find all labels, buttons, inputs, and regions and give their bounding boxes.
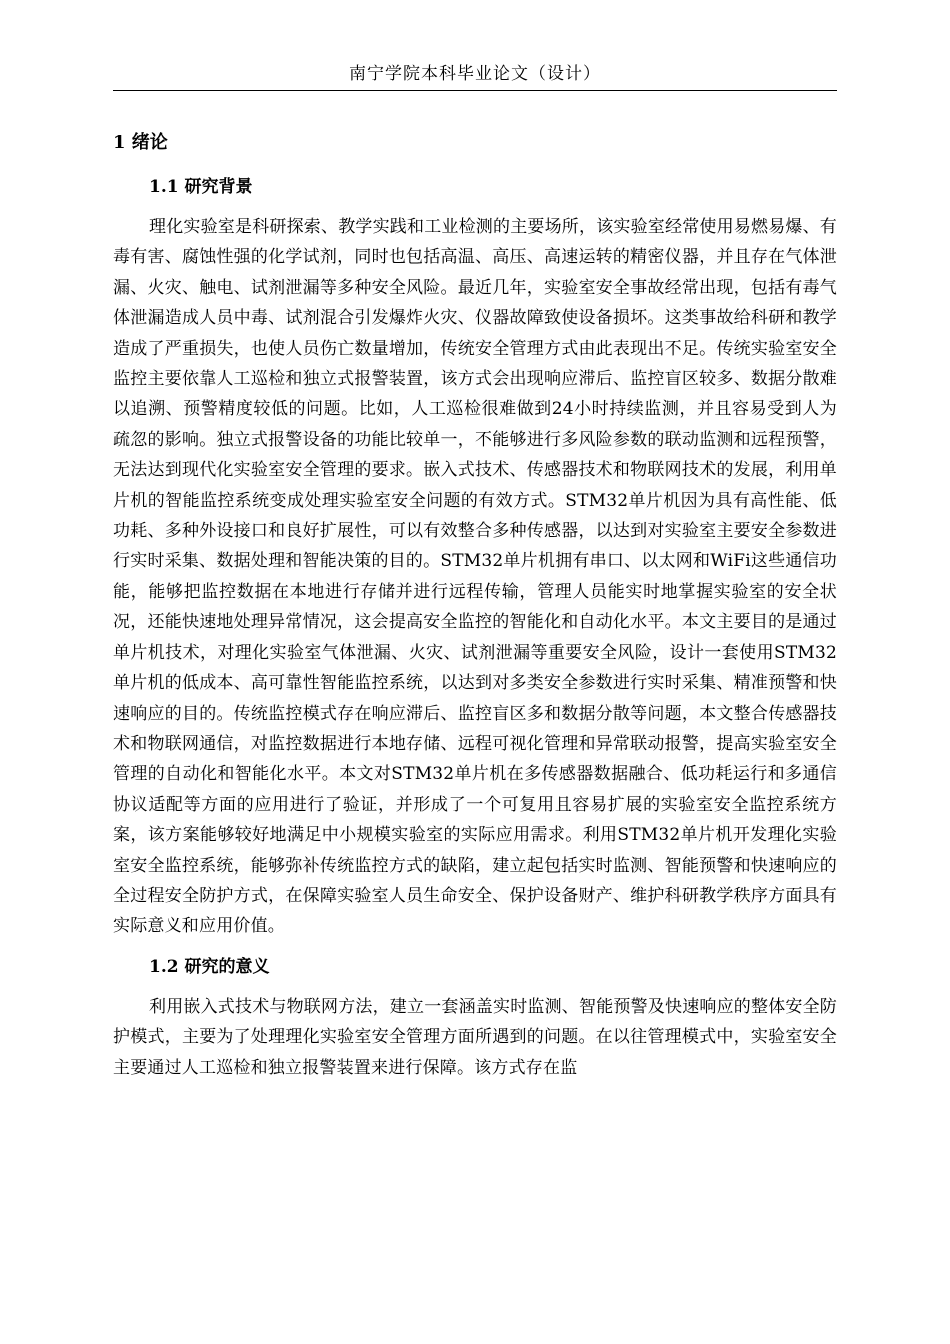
paragraph-background: 理化实验室是科研探索、教学实践和工业检测的主要场所，该实验室经常使用易燃易爆、有毒有害、腐蚀性强的化学试剂，同时也包括高温、高压、高速运转的精密仪器，并且存在气体泄漏、火灾、触电、试剂泄漏等多种安全风险。最近几年，实验室安全事故经常出现，包括有毒气体泄漏造成人员中毒、试剂混合引发爆炸火灾、仪器故障致使设备损坏。这类事故给科研和教学造成了严重损失，也使人员伤亡数量增加，传统安全管理方式由此表现出不足。传统实验室安全监控主要依靠人工巡检和独立式报警装置，该方式会出现响应滞后、监控盲区较多、数据分散难以追溯、预警精度较低的问题。比如，人工巡检很难做到24小时持续监测，并且容易受到人为疏忽的影响。独立式报警设备的功能比较单一，不能够进行多风险参数的联动监测和远程预警，无法达到现代化实验室安全管理的要求。嵌入式技术、传感器技术和物联网技术的发展，利用单片机的智能监控系统变成处理实验室安全问题的有效方式。STM32单片机因为具有高性能、低功耗、多种外设接口和良好扩展性，可以有效整合多种传感器，以达到对实验室主要安全参数进行实时采集、数据处理和智能决策的目的。STM32单片机拥有串口、以太网和WiFi这些通信功能，能够把监控数据在本地进行存储并进行远程传输，管理人员能实时地掌握实验室的安全状况，还能快速地处理异常情况，这会提高安全监控的智能化和自动化水平。本文主要目的是通过单片机技术，对理化实验室气体泄漏、火灾、试剂泄漏等重要安全风险，设计一套使用STM32单片机的低成本、高可靠性智能监控系统，以达到对多类安全参数进行实时采集、精准预警和快速响应的目的。传统监控模式存在响应滞后、监控盲区多和数据分散等问题，本文整合传感器技术和物联网通信，对监控数据进行本地存储、远程可视化管理和异常联动报警，提高实验室安全管理的自动化和智能化水平。本文对STM32单片机在多传感器数据融合、低功耗运行和多通信协议适配等方面的应用进行了验证，并形成了一个可复用且容易扩展的实验室安全监控系统方案，该方案能够较好地满足中小规模实验室的实际应用需求。利用STM32单片机开发理化实验室安全监控系统，能够弥补传统监控方式的缺陷，建立起包括实时监测、智能预警和快速响应的全过程安全防护方式，在保障实验室人员生命安全、保护设备财产、维护科研教学秩序方面具有实际意义和应用价值。: [113, 217, 837, 937]
paragraph-significance: 利用嵌入式技术与物联网方法，建立一套涵盖实时监测、智能预警及快速响应的整体安全防护模式，主要为了处理理化实验室安全管理方面所遇到的问题。在以往管理模式中，实验室安全主要通过人工巡检和独立报警装置来进行保障。该方式存在监: [113, 996, 837, 1078]
header-rule: [113, 90, 837, 91]
chapter-heading: 1 绪论: [113, 132, 168, 153]
running-header: 南宁学院本科毕业论文（设计）: [349, 64, 601, 84]
section-heading-significance: 1.2 研究的意义: [149, 956, 270, 977]
section-heading-background: 1.1 研究背景: [149, 177, 253, 197]
page-content: [113, 128, 837, 1093]
